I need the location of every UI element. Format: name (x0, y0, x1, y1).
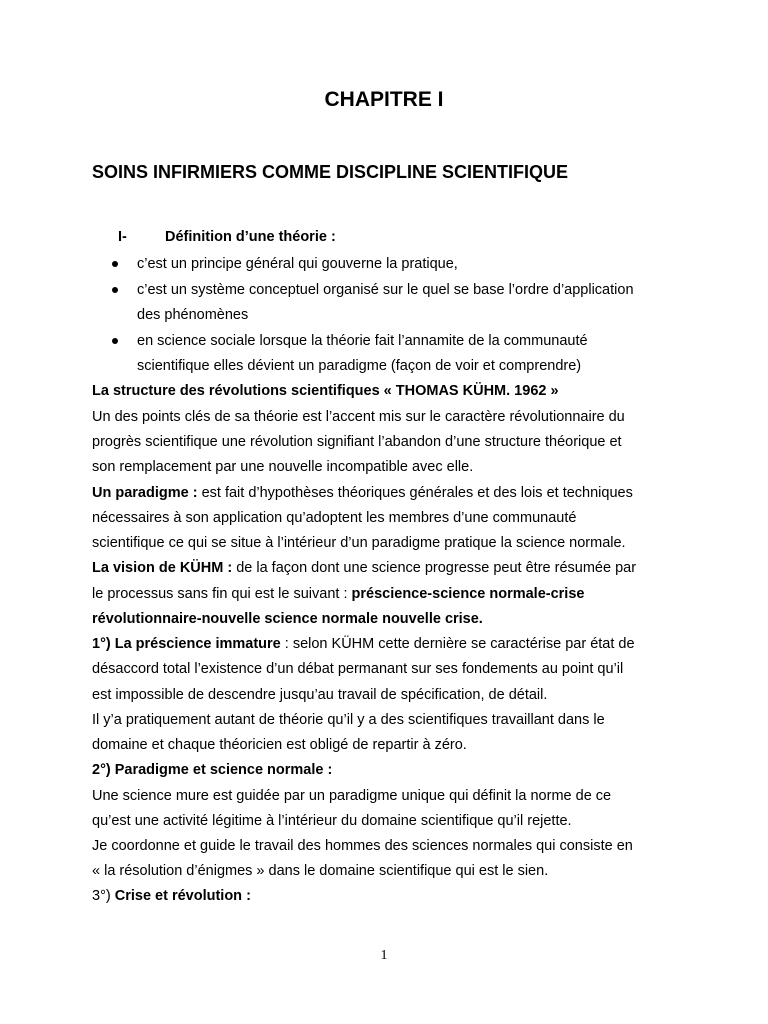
bullet-icon (112, 261, 118, 267)
body-line: révolutionnaire-nouvelle science normale nouvelle crise. (92, 611, 483, 627)
section-title: Définition d’une théorie : (165, 229, 336, 245)
body-line: qu’est une activité légitime à l’intérieur du domaine scientifique qu’il rejette. (92, 813, 572, 829)
bullet-text: des phénomènes (137, 307, 249, 323)
body-line: La structure des révolutions scientifiques « THOMAS KÜHM. 1962 » (92, 383, 559, 399)
bullet-icon (112, 287, 118, 293)
body-line: nécessaires à son application qu’adoptent les membres d’une communauté (92, 510, 577, 526)
body-line: 2°) Paradigme et science normale : (92, 762, 333, 778)
section-heading: SOINS INFIRMIERS COMME DISCIPLINE SCIENTIFIQUE (92, 162, 569, 182)
bullet-text: c’est un système conceptuel organisé sur le quel se base l’ordre d’application (137, 282, 634, 298)
body-line: 1°) La préscience immature : selon KÜHM cette dernière se caractérise par état de (92, 636, 635, 652)
body-line: Il y’a pratiquement autant de théorie qu’il y a des scientifiques travaillant dans le (92, 712, 605, 728)
bullet-text: scientifique elles dévient un paradigme (façon de voir et comprendre) (137, 358, 582, 374)
body-line: « la résolution d’énigmes » dans le domaine scientifique qui est le sien. (92, 863, 549, 879)
bullet-text: en science sociale lorsque la théorie fait l’annamite de la communauté (137, 333, 588, 349)
chapter-title: CHAPITRE I (324, 88, 444, 111)
body-line: 3°) Crise et révolution : (92, 888, 251, 904)
body-line: domaine et chaque théoricien est obligé de repartir à zéro. (92, 737, 467, 753)
body-line: Un paradigme : est fait d’hypothèses théoriques générales et des lois et techniques (92, 485, 633, 501)
body-line: le processus sans fin qui est le suivant : préscience-science normale-crise (92, 586, 585, 602)
body-line: Une science mure est guidée par un paradigme unique qui définit la norme de ce (92, 788, 612, 804)
body-line: La vision de KÜHM : de la façon dont une science progresse peut être résumée par (92, 560, 637, 576)
body-line: désaccord total l’existence d’un débat permanant sur ses fondements au point qu’il (92, 661, 624, 677)
body-line: scientifique ce qui se situe à l’intérieur d’un paradigme pratique la science normale. (92, 535, 626, 551)
section-number: I- (118, 229, 127, 245)
body-line: Un des points clés de sa théorie est l’accent mis sur le caractère révolutionnaire du (92, 409, 625, 425)
page-number: 1 (380, 948, 388, 963)
body-line: son remplacement par une nouvelle incompatible avec elle. (92, 459, 474, 475)
body-line: est impossible de descendre jusqu’au travail de spécification, de détail. (92, 687, 548, 703)
body-line: Je coordonne et guide le travail des hommes des sciences normales qui consiste en (92, 838, 633, 854)
body-line: progrès scientifique une révolution signifiant l’abandon d’une structure théorique et (92, 434, 622, 450)
bullet-text: c’est un principe général qui gouverne la pratique, (137, 256, 458, 272)
bullet-icon (112, 338, 118, 344)
